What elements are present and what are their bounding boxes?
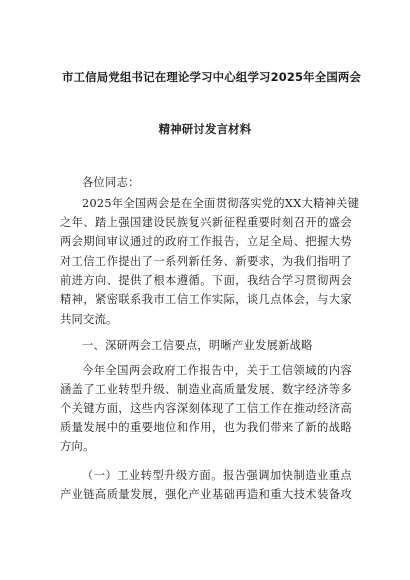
- document-title-line-2: 精神研讨发言材料: [158, 122, 252, 136]
- paragraph-1-line-4: 对工信工作提出了一系列新任务、新要求，为我们指明了: [60, 255, 352, 268]
- paragraph-2-line-1: 今年全国两会政府工作报告中，关于工信领域的内容: [82, 364, 352, 377]
- document-title-line-1: 市工信局党组书记在理论学习中心组学习2025年全国两会: [62, 70, 362, 84]
- paragraph-1-line-1: 2025年全国两会是在全面贯彻落实党的XX大精神关键: [82, 197, 360, 210]
- paragraph-2-line-2: 涵盖了工业转型升级、制造业高质量发展、数字经济等多: [60, 383, 352, 396]
- paragraph-1-line-6: 精神，紧密联系我市工信工作实际，谈几点体会，与大家: [60, 293, 352, 306]
- paragraph-2-line-5: 方向。: [60, 440, 95, 453]
- section-heading-1: 一、深研两会工信要点，明晰产业发展新战略: [82, 339, 313, 352]
- paragraph-3-line-2: 产业链高质量发展，强化产业基础再造和重大技术装备攻: [60, 488, 352, 501]
- paragraph-1-line-5: 前进方向、提供了根本遵循。下面，我结合学习贯彻两会: [60, 274, 352, 287]
- paragraph-2-line-3: 个关键方面，这些内容深刻体现了工信工作在推动经济高: [60, 402, 352, 415]
- salutation: 各位同志：: [82, 176, 140, 189]
- paragraph-1-line-7: 共同交流。: [60, 313, 118, 326]
- paragraph-3-line-1: （一）工业转型升级方面。报告强调加快制造业重点: [82, 469, 352, 482]
- paragraph-2-line-4: 质量发展中的重要地位和作用，也为我们带来了新的战略: [60, 421, 352, 434]
- paragraph-1-line-3: 两会期间审议通过的政府工作报告，立足全局、把握大势: [60, 235, 352, 248]
- paragraph-1-line-2: 之年、踏上强国建设民族复兴新征程重要时刻召开的盛会: [60, 216, 352, 229]
